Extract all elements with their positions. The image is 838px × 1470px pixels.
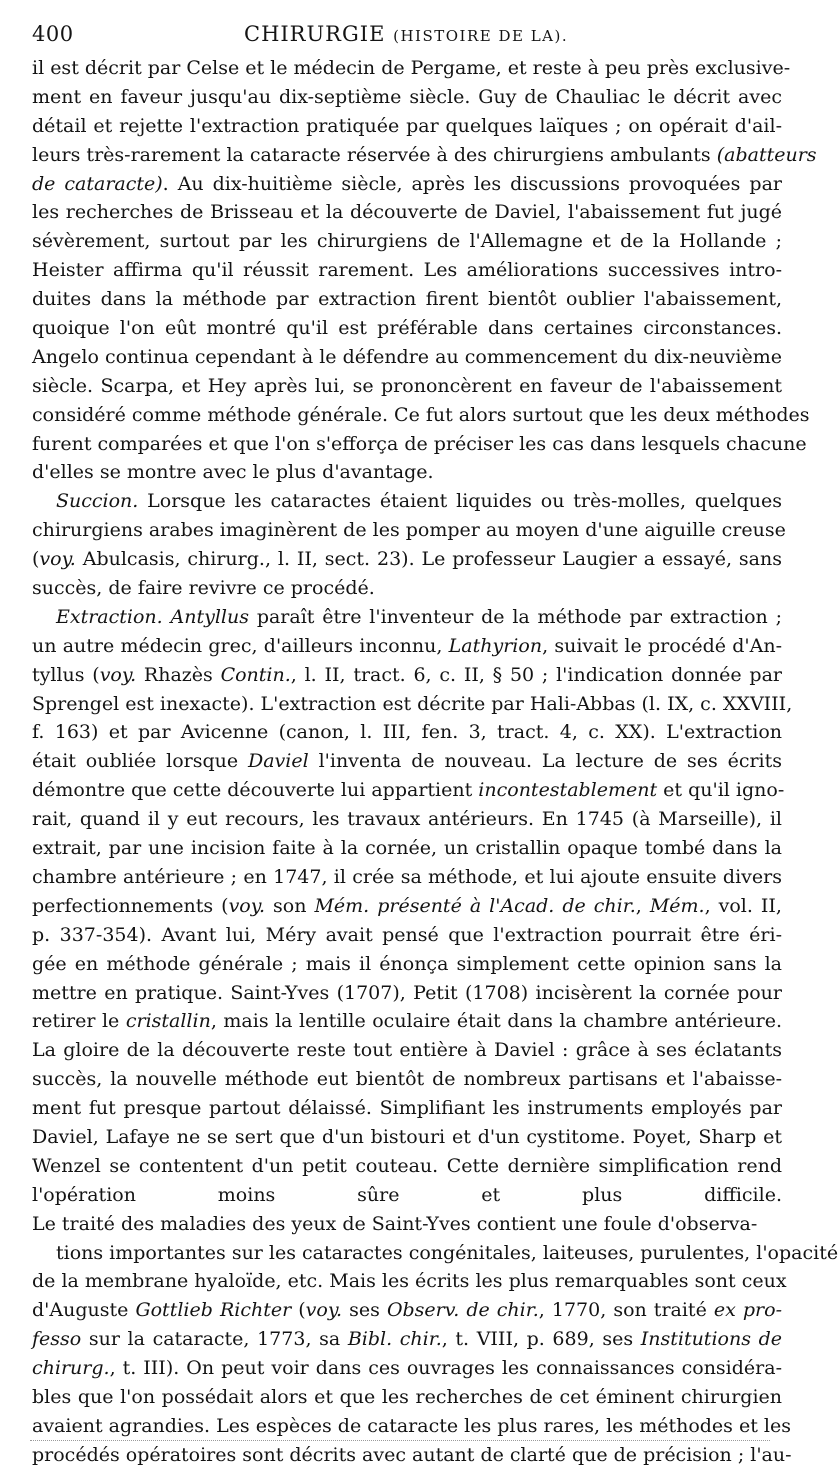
text-run: Daviel, Lafaye ne se sert que d'un bistouri et d'un cystitome. Poyet, Sharp et (32, 1125, 782, 1148)
document-page (32, 22, 838, 1470)
text-line (32, 314, 782, 343)
text-run: chambre antérieure ; en 1747, il crée sa méthode, et lui ajoute ensuite divers (32, 865, 782, 888)
text-run: , l. II, tract. 6, c. II, § 50 ; l'indication donnée par (290, 663, 782, 686)
italic-text: fesso (32, 1328, 82, 1351)
text-run: procédés opératoires sont décrits avec autant de clarté que de précision ; l'au- (32, 1443, 792, 1466)
text-line (32, 892, 782, 921)
text-run: perfectionnements ( (32, 894, 229, 917)
text-line (32, 285, 782, 314)
text-line (32, 805, 782, 834)
text-run: Angelo continua cependant à le défendre au commencement du dix-neuvième (32, 345, 782, 368)
text-run: tyllus ( (32, 663, 100, 686)
text-line (32, 141, 817, 170)
text-line (32, 372, 782, 401)
text-line (32, 1065, 782, 1094)
page-number: 400 (32, 22, 74, 46)
text-run: de la membrane hyaloïde, etc. Mais les écrits les plus remarquables sont ceux (32, 1270, 787, 1293)
text-line (32, 256, 782, 285)
text-line (32, 487, 782, 516)
text-line (32, 343, 782, 372)
text-run: retirer le (32, 1010, 126, 1033)
text-line (32, 458, 782, 487)
text-run: ses (342, 1299, 387, 1322)
running-head (32, 22, 782, 54)
text-run: il est décrit par Celse et le médecin de Pergame, et reste à peu près exclusive- (32, 57, 791, 79)
text-line (32, 747, 782, 776)
text-line (32, 863, 782, 892)
text-line (32, 1441, 792, 1470)
text-line (32, 950, 782, 979)
italic-text: Institutions de (640, 1328, 782, 1351)
text-run: , (635, 894, 650, 917)
text-line (32, 1036, 782, 1065)
text-line (32, 1412, 791, 1441)
text-run: sévèrement, surtout par les chirurgiens de l'Allemagne et de la Hollande ; (32, 230, 782, 253)
text-run: , vol. II, (704, 894, 782, 917)
text-line (32, 1296, 782, 1325)
text-run: f. 163) et par Avicenne (canon, l. III, fen. 3, tract. 4, c. XX). L'extraction (32, 721, 782, 744)
text-line (32, 718, 782, 747)
text-run: quoique l'on eût montré qu'il est préférable dans certaines circonstances. (32, 317, 782, 340)
text-line (32, 1383, 782, 1412)
text-run: leurs très-rarement la cataracte réservée à des chirurgiens ambulants (32, 143, 717, 166)
text-run: , 1770, son traité (538, 1299, 714, 1322)
italic-text: (abatteurs (716, 143, 817, 166)
italic-text: Daviel (248, 750, 309, 773)
italic-text: Contin. (220, 663, 291, 686)
text-run: duites dans la méthode par extraction firent bientôt oublier l'abaissement, (32, 288, 782, 311)
running-title-main: CHIRURGIE (244, 22, 386, 46)
text-run: détail et rejette l'extraction pratiquée par quelques laïques ; on opérait d'ail- (32, 114, 782, 137)
text-line (32, 1181, 782, 1210)
italic-text: Observ. de chir. (386, 1299, 539, 1322)
text-run: ( (32, 548, 40, 571)
text-run: Rhazès (136, 663, 221, 686)
body-text (32, 54, 838, 1470)
text-run: Sprengel est inexacte). L'extraction est décrite par Hali-Abbas (l. IX, c. XXVIII, (32, 692, 793, 715)
running-title (244, 22, 568, 46)
text-line (32, 1239, 838, 1268)
text-line (32, 170, 782, 199)
text-line (32, 1007, 782, 1036)
text-line (32, 574, 782, 603)
text-line (32, 545, 782, 574)
text-run: La gloire de la découverte reste tout entière à Daviel : grâce à ses éclatants (32, 1039, 782, 1062)
italic-text: incontestablement (478, 779, 658, 802)
text-line (32, 54, 791, 83)
text-run: , suivait le procédé d'An- (542, 634, 782, 657)
running-title-sub: (HISTOIRE DE LA). (393, 27, 569, 45)
text-line (32, 112, 782, 141)
italic-text: chirurg. (32, 1357, 110, 1380)
text-run: Abulcasis, chirurg., l. II, sect. 23). Le professeur Laugier a essayé, sans (75, 548, 782, 571)
text-line (32, 921, 782, 950)
text-run: son (265, 894, 315, 917)
text-line (32, 690, 793, 719)
text-run: rait, quand il y eut recours, les travaux antérieurs. En 1745 (à Marseille), il (32, 808, 782, 831)
text-run: ment en faveur jusqu'au dix-septième siècle. Guy de Chauliac le décrit avec (32, 85, 782, 108)
text-run (163, 606, 171, 628)
text-run: d'elles se montre avec le plus d'avantage. (32, 461, 434, 484)
text-line (32, 603, 782, 632)
italic-text: voy. (99, 663, 137, 686)
text-line (32, 776, 785, 805)
text-run: chirurgiens arabes imaginèrent de les pomper au moyen d'une aiguille creuse (32, 519, 786, 542)
text-line (32, 1354, 782, 1383)
text-line (32, 1152, 782, 1181)
italic-text: Gottlieb Richter (135, 1299, 292, 1322)
text-run: avaient agrandies. Les espèces de cataracte les plus rares, les méthodes et les (32, 1414, 791, 1437)
text-run: et qu'il igno- (657, 779, 785, 802)
text-line (32, 632, 782, 661)
text-run: démontre que cette découverte lui appartient (32, 779, 479, 802)
text-run: Le traité des maladies des yeux de Saint-Yves contient une foule d'observa- (32, 1212, 758, 1235)
italic-text: cristallin (125, 1010, 211, 1033)
text-run: . Au dix-huitième siècle, après les discussions provoquées par (162, 172, 782, 195)
italic-text: Mém. présenté à l'Acad. de chir. (314, 894, 636, 917)
text-line (32, 979, 782, 1008)
text-run: ment fut presque partout délaissé. Simplifiant les instruments employés par (32, 1097, 782, 1120)
text-run: Heister affirma qu'il réussit rarement. Les améliorations successives intro- (32, 259, 782, 282)
text-run: mettre en pratique. Saint-Yves (1707), Petit (1708) incisèrent la cornée pour (32, 981, 782, 1004)
text-run: succès, la nouvelle méthode eut bientôt de nombreux partisans et l'abaisse- (32, 1068, 782, 1091)
italic-text: voy. (228, 894, 266, 917)
italic-text: Extraction. (56, 605, 163, 628)
text-line (32, 430, 807, 459)
text-run: , t. VIII, p. 689, ses (441, 1328, 641, 1351)
text-run: était oubliée lorsque (32, 750, 248, 773)
text-run: extrait, par une incision faite à la cornée, un cristallin opaque tombé dans la (32, 837, 782, 860)
text-run: les recherches de Brisseau et la découverte de Daviel, l'abaissement fut jugé (32, 201, 782, 224)
italic-text: voy. (305, 1299, 343, 1322)
italic-text: Antyllus (170, 605, 249, 628)
text-line (32, 661, 782, 690)
text-line (32, 227, 782, 256)
text-run: Lorsque les cataractes étaient liquides ou très-molles, quelques (138, 490, 782, 513)
text-run: considéré comme méthode générale. Ce fut alors surtout que les deux méthodes (32, 403, 810, 426)
text-run: succès, de faire revivre ce procédé. (32, 577, 375, 600)
italic-text: Mém. (649, 894, 705, 917)
text-line (32, 516, 786, 545)
text-line (32, 834, 782, 863)
text-line (32, 1210, 782, 1239)
text-run: siècle. Scarpa, et Hey après lui, se prononcèrent en faveur de l'abaissement (32, 374, 782, 397)
text-line (32, 1325, 782, 1354)
text-line (32, 1267, 787, 1296)
text-line (32, 401, 810, 430)
text-run: l'inventa de nouveau. La lecture de ses écrits (308, 750, 783, 773)
text-run: l'opération moins sûre et plus difficile. (32, 1183, 782, 1206)
text-run: paraît être l'inventeur de la méthode par extraction ; (249, 605, 783, 628)
text-line (32, 1094, 782, 1123)
text-run: ( (291, 1299, 306, 1322)
text-run: un autre médecin grec, d'ailleurs inconnu, (32, 634, 449, 657)
footer-rule (30, 1440, 770, 1441)
text-run: d'Auguste (32, 1299, 136, 1322)
text-line (32, 198, 782, 227)
text-run: tions importantes sur les cataractes congénitales, laiteuses, purulentes, l'opacité (56, 1241, 838, 1264)
text-line (32, 83, 782, 112)
text-line (32, 1123, 782, 1152)
italic-text: de cataracte) (32, 172, 163, 195)
text-run: p. 337-354). Avant lui, Méry avait pensé que l'extraction pourrait être éri- (32, 923, 782, 946)
italic-text: Bibl. chir. (347, 1328, 442, 1351)
italic-text: Succion. (56, 490, 139, 513)
italic-text: Lathyrion (448, 634, 543, 657)
text-run: furent comparées et que l'on s'efforça de préciser les cas dans lesquels chacune (32, 432, 807, 455)
text-run: , mais la lentille oculaire était dans la chambre antérieure. (210, 1010, 782, 1033)
italic-text: ex pro- (713, 1299, 782, 1322)
text-run: sur la cataracte, 1773, sa (81, 1328, 348, 1351)
text-run: bles que l'on possédait alors et que les recherches de cet éminent chirurgien (32, 1385, 782, 1408)
text-run: Wenzel se contentent d'un petit couteau. Cette dernière simplification rend (32, 1154, 782, 1177)
italic-text: voy. (39, 548, 76, 571)
text-run: , t. III). On peut voir dans ces ouvrages les connaissances considéra- (109, 1357, 782, 1380)
text-run: gée en méthode générale ; mais il énonça simplement cette opinion sans la (32, 952, 782, 975)
